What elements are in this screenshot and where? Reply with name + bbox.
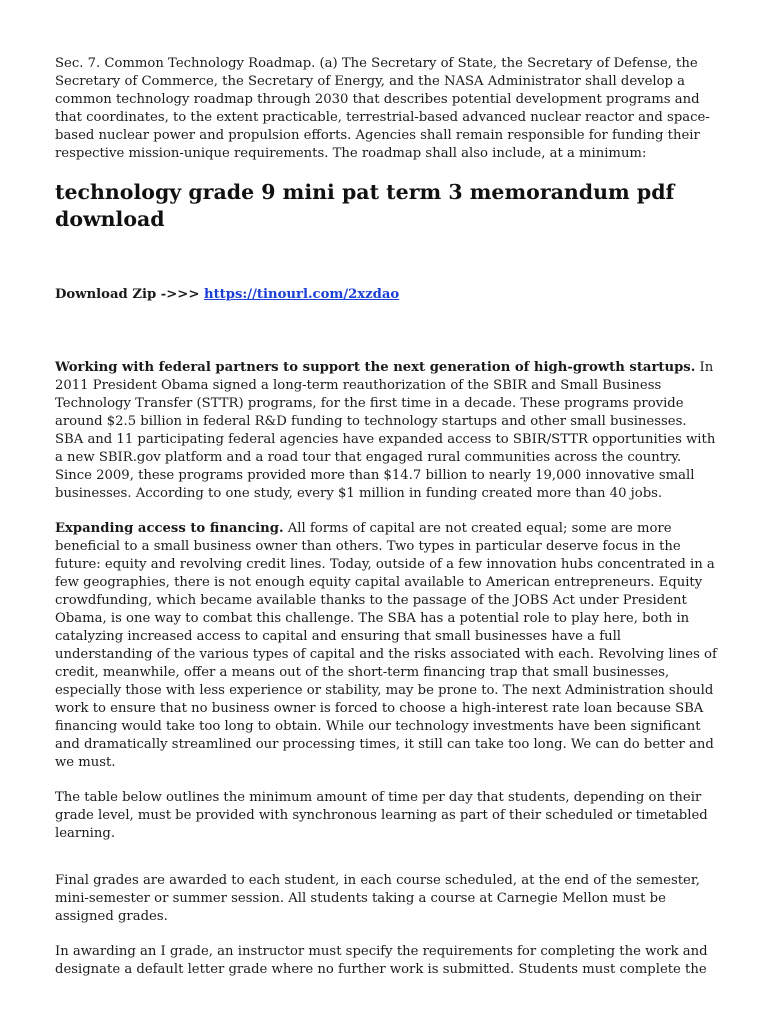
- section-body: All forms of capital are not created equal; some are more beneficial to a small business owner than others. Two types in particular deserve focus in the future: equity and revolving credit lines. Today, outside of a few innovation hubs concentrated in a few geographies, there is not enough equity capital available to American entrepreneurs. Equity crowdfunding, which became available thanks to the passage of the JOBS Act under President Obama, is one way to combat this challenge. The SBA has a potential role to play here, both in catalyzing increased access to capital and ensuring that small businesses have a full understanding of the various types of capital and the risks associated with each. Revolving lines of credit, meanwhile, offer a means out of the short-term financing trap that small businesses, especially those with less experience or stability, may be prone to. The next Administration should work to ensure that no business owner is forced to choose a high-interest rate loan because SBA financing would take too long to obtain. While our technology investments have been significant and dramatically streamlined our processing times, it still can take too long. We can do better and we must.: [55, 521, 717, 770]
- paragraph-synchronous-learning: The table below outlines the minimum amount of time per day that students, depending on their grade level, must be provided with synchronous learning as part of their scheduled or timetabled learning.: [55, 790, 708, 841]
- paragraph-i-grade: In awarding an I grade, an instructor must specify the requirements for completing the work and designate a default letter grade where no further work is submitted. Students must complete the: [55, 944, 708, 977]
- intro-paragraph: Sec. 7. Common Technology Roadmap. (a) The Secretary of State, the Secretary of Defense, the Secretary of Commerce, the Secretary of Energy, and the NASA Administrator shall develop a common technology roadmap through 2030 that describes potential development programs and that coordinates, to the extent practicable, terrestrial-based advanced nuclear reactor and space-based nuclear power and propulsion efforts. Agencies shall remain responsible for funding their respective mission-unique requirements. The roadmap shall also include, at a minimum:: [55, 56, 710, 161]
- section-heading: Working with federal partners to support the next generation of high-growth startups.: [55, 360, 696, 375]
- paragraph-final-grades: Final grades are awarded to each student, in each course scheduled, at the end of the semester, mini-semester or summer session. All students taking a course at Carnegie Mellon must be assigned grades.: [55, 873, 700, 924]
- download-label: Download Zip ->>>: [55, 287, 204, 302]
- section-body: In 2011 President Obama signed a long-term reauthorization of the SBIR and Small Business Technology Transfer (STTR) programs, for the first time in a decade. These programs provide around $2.5 billion in federal R&D funding to technology startups and other small businesses. SBA and 11 participating federal agencies have expanded access to SBIR/STTR opportunities with a new SBIR.gov platform and a road tour that engaged rural communities across the country. Since 2009, these programs provided more than $14.7 billion to nearly 19,000 innovative small businesses. According to one study, every $1 million in funding created more than 40 jobs.: [55, 360, 716, 501]
- download-line: [55, 286, 717, 304]
- download-link[interactable]: https://tinourl.com/2xzdao: [204, 287, 400, 302]
- section-financing: [55, 520, 717, 772]
- page-title: technology grade 9 mini pat term 3 memorandum pdf download: [55, 180, 675, 231]
- section-heading: Expanding access to financing.: [55, 521, 284, 536]
- section-startups: [55, 359, 717, 503]
- document-page: [55, 55, 717, 979]
